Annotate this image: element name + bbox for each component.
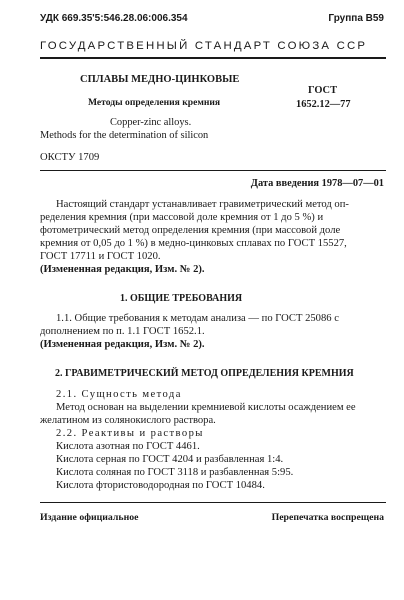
- standard-title: ГОСУДАРСТВЕННЫЙ СТАНДАРТ СОЮЗА ССР: [40, 40, 368, 52]
- title-en-line1: Copper-zinc alloys.: [110, 117, 192, 128]
- section2-sub1-line-1: Метод основан на выделении кремниевой кислоты осаждением ее: [56, 402, 356, 413]
- gost-label: ГОСТ: [308, 85, 337, 96]
- intro-line-3: фотометрический метод определения кремния (при массовой доле: [40, 225, 341, 236]
- reagent-item: Кислота серная по ГОСТ 4204 и разбавленная 1:4.: [56, 454, 284, 465]
- subtitle-ru: Методы определения кремния: [88, 97, 221, 108]
- section2-sub1-line-2: желатином из солянокислого раствора.: [40, 415, 216, 426]
- footer-reprint-prohibited: Перепечатка воспрещена: [271, 512, 384, 523]
- section1-line-2: дополнением по п. 1.1 ГОСТ 1652.1.: [40, 326, 205, 337]
- reagent-item: Кислота соляная по ГОСТ 3118 и разбавленная 5:95.: [56, 467, 294, 478]
- title-ru: СПЛАВЫ МЕДНО-ЦИНКОВЫЕ: [80, 74, 240, 85]
- reagent-item: Кислота азотная по ГОСТ 4461.: [56, 441, 200, 452]
- title-rule: [40, 170, 386, 171]
- header-rule: [40, 57, 386, 59]
- intro-line-5: ГОСТ 17711 и ГОСТ 1020.: [40, 251, 161, 262]
- title-en-line2: Methods for the determination of silicon: [40, 130, 209, 141]
- section1-amendment: (Измененная редакция, Изм. № 2).: [40, 339, 205, 350]
- section1-heading: 1. ОБЩИЕ ТРЕБОВАНИЯ: [120, 293, 243, 304]
- gost-number: 1652.12—77: [296, 99, 351, 110]
- intro-date: Дата введения 1978—07—01: [250, 178, 384, 189]
- intro-line-2: ределения кремния (при массовой доле кремния от 1 до 5 %) и: [40, 212, 324, 223]
- group-code: Группа B59: [328, 13, 384, 24]
- section1-line-1: 1.1. Общие требования к методам анализа — по ГОСТ 25086 с: [56, 313, 339, 324]
- intro-amendment: (Измененная редакция, Изм. № 2).: [40, 264, 205, 275]
- section2-sub2: 2.2. Реактивы и растворы: [56, 428, 204, 439]
- footer-official-edition: Издание официальное: [40, 512, 139, 523]
- intro-line-1: Настоящий стандарт устанавливает гравиметрический метод оп-: [56, 199, 349, 210]
- reagent-item: Кислота фтористоводородная по ГОСТ 10484.: [56, 480, 265, 491]
- intro-line-4: кремния от 0,05 до 1 %) в медно-цинковых сплавах по ГОСТ 15527,: [40, 238, 347, 249]
- okstu-code: ОКСТУ 1709: [40, 152, 100, 163]
- udk-code: УДК 669.35'5:546.28.06:006.354: [40, 13, 188, 24]
- footer-rule: [40, 502, 386, 503]
- section2-sub1: 2.1. Сущность метода: [56, 389, 182, 400]
- section2-heading: 2. ГРАВИМЕТРИЧЕСКИЙ МЕТОД ОПРЕДЕЛЕНИЯ КРЕМНИЯ: [55, 368, 354, 379]
